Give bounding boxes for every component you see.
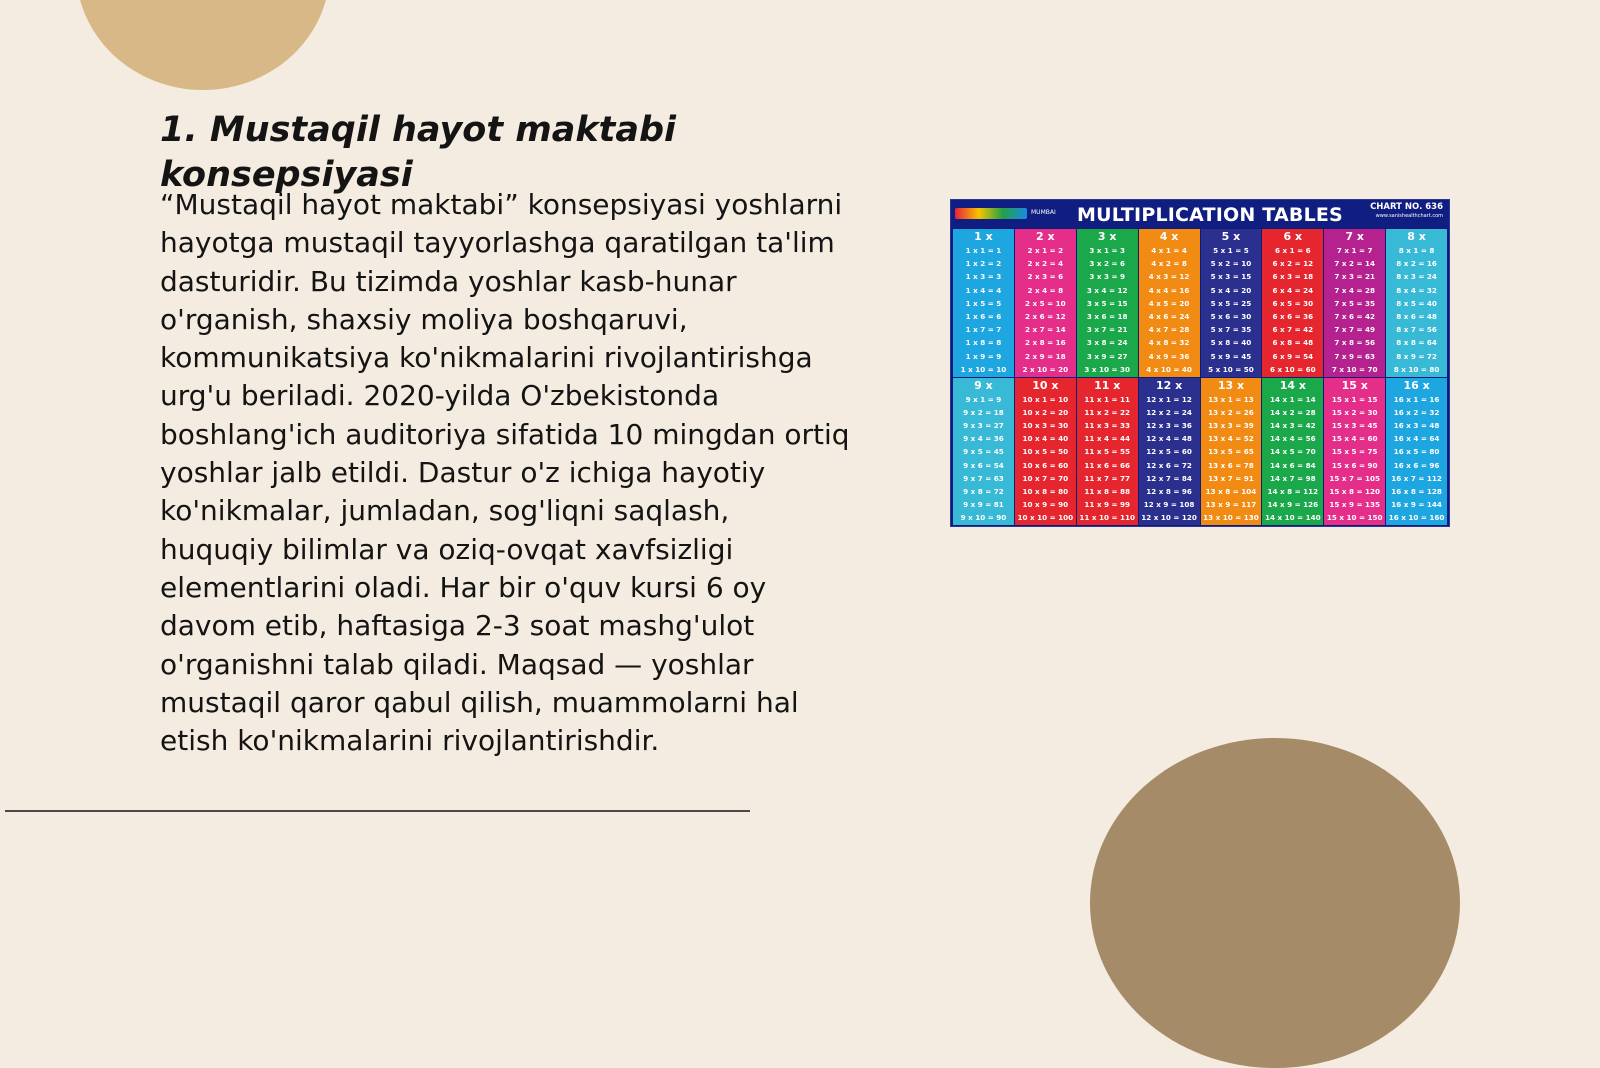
table-row: 14 x 5 = 70 (1269, 447, 1316, 457)
table-row: 3 x 10 = 30 (1084, 364, 1131, 374)
divider-line (5, 810, 750, 812)
table-row: 14 x 4 = 56 (1269, 434, 1316, 444)
table-row: 13 x 6 = 78 (1208, 460, 1254, 470)
table-8-header: 8 x (1407, 230, 1426, 243)
table-row: 3 x 9 = 27 (1086, 351, 1128, 361)
table-row: 2 x 5 = 10 (1024, 298, 1066, 308)
table-row: 6 x 7 = 42 (1272, 325, 1314, 335)
table-row: 14 x 7 = 98 (1269, 473, 1316, 483)
table-row: 6 x 10 = 60 (1269, 364, 1316, 374)
table-row: 9 x 8 = 72 (963, 486, 1004, 496)
table-row: 7 x 2 = 14 (1334, 259, 1376, 269)
table-row: 16 x 2 = 32 (1393, 407, 1440, 417)
table-row: 12 x 1 = 12 (1146, 394, 1192, 404)
table-row: 9 x 2 = 18 (963, 407, 1004, 417)
table-16-header: 16 x (1403, 378, 1430, 392)
table-row: 2 x 6 = 12 (1024, 312, 1066, 322)
slide-body-text: “Mustaqil hayot maktabi” konsepsiyasi yoshlarni hayotga mustaqil tayyorlashga qaratilgan ta'lim dasturidir. Bu tizimda yoshlar kasb-hunar o'rganish, shaxsiy moliya boshqaruvi, kommunikatsiya ko'nikmalarini rivojlantirishga urg'u beriladi. 2020-yilda O'zbekistonda boshlang'ich auditoriya sifatida 10 mingdan ortiq yoshlar jalb etildi. Dastur o'z ichiga hayotiy ko'nikmalar, jumladan, sog'liqni saqlash, huquqiy bilimlar va oziq-ovqat xavfsizligi elementlarini oladi. Har bir o'quv kursi 6 oy davom etib, haftasiga 2-3 soat mashg'ulot o'rganishni talab qiladi. Maqsad — yoshlar mustaqil qaror qabul qilish, muammolarni hal etish ko'nikmalarini rivojlantirishdir. (160, 188, 850, 758)
table-row: 13 x 8 = 104 (1205, 486, 1257, 496)
chart-header (951, 200, 1449, 228)
table-row: 9 x 4 = 36 (963, 434, 1004, 444)
table-row: 15 x 10 = 150 (1326, 513, 1383, 523)
table-10-cell (1015, 378, 1076, 526)
table-row: 7 x 7 = 49 (1334, 325, 1376, 335)
chart-number (1370, 203, 1443, 221)
table-row: 1 x 6 = 6 (965, 312, 1002, 322)
table-row: 8 x 1 = 8 (1398, 246, 1435, 255)
table-row: 4 x 8 = 32 (1148, 338, 1190, 348)
table-row: 10 x 9 = 90 (1022, 500, 1069, 510)
table-8-cell (1386, 229, 1447, 377)
table-12-cell (1139, 378, 1200, 526)
table-row: 4 x 7 = 28 (1148, 325, 1190, 335)
table-row: 5 x 3 = 15 (1210, 272, 1252, 282)
table-row: 5 x 7 = 35 (1210, 325, 1252, 335)
chart-logo (955, 208, 1027, 219)
table-row: 16 x 8 = 128 (1391, 486, 1442, 496)
table-5-cell (1201, 229, 1262, 377)
table-row: 13 x 5 = 65 (1208, 447, 1254, 457)
table-row: 8 x 5 = 40 (1396, 298, 1437, 308)
table-2-header: 2 x (1036, 230, 1055, 243)
table-row: 11 x 8 = 88 (1084, 486, 1131, 496)
table-9-header: 9 x (974, 378, 993, 392)
table-row: 8 x 6 = 48 (1396, 312, 1437, 322)
table-row: 5 x 9 = 45 (1210, 351, 1252, 361)
table-row: 3 x 8 = 24 (1086, 338, 1128, 348)
table-row: 8 x 7 = 56 (1396, 325, 1437, 335)
table-row: 11 x 9 = 99 (1084, 500, 1131, 510)
table-12-header: 12 x (1155, 378, 1183, 392)
table-row: 4 x 6 = 24 (1148, 312, 1190, 322)
table-row: 15 x 8 = 120 (1329, 486, 1381, 496)
table-row: 1 x 7 = 7 (965, 325, 1002, 335)
table-row: 12 x 3 = 36 (1146, 420, 1192, 430)
table-row: 9 x 3 = 27 (963, 420, 1004, 430)
table-row: 16 x 3 = 48 (1393, 420, 1440, 430)
table-row: 10 x 2 = 20 (1022, 407, 1069, 417)
table-row: 3 x 2 = 6 (1089, 259, 1126, 269)
table-13-cell (1201, 378, 1262, 526)
chart-url: www.sanishealthchart.com (1375, 213, 1443, 219)
table-row: 14 x 3 = 42 (1269, 420, 1316, 430)
table-row: 2 x 1 = 2 (1027, 246, 1064, 255)
table-row: 15 x 2 = 30 (1331, 407, 1378, 417)
table-row: 15 x 5 = 75 (1331, 447, 1378, 457)
table-row: 4 x 5 = 20 (1148, 298, 1190, 308)
table-10-header: 10 x (1032, 378, 1059, 392)
table-row: 13 x 1 = 13 (1208, 394, 1254, 404)
table-row: 16 x 6 = 96 (1393, 460, 1440, 470)
table-row: 5 x 6 = 30 (1210, 312, 1252, 322)
table-row: 11 x 4 = 44 (1084, 434, 1131, 444)
table-row: 7 x 8 = 56 (1334, 338, 1376, 348)
table-row: 1 x 2 = 2 (965, 259, 1002, 269)
table-5-header: 5 x (1221, 230, 1241, 243)
table-row: 2 x 7 = 14 (1024, 325, 1066, 335)
table-14-cell (1262, 378, 1323, 526)
table-row: 10 x 1 = 10 (1022, 394, 1069, 404)
table-9-cell (953, 378, 1014, 526)
table-16-cell (1386, 378, 1447, 526)
table-row: 6 x 9 = 54 (1272, 351, 1314, 361)
table-row: 3 x 7 = 21 (1086, 325, 1128, 335)
table-row: 10 x 10 = 100 (1017, 513, 1074, 523)
table-row: 14 x 1 = 14 (1269, 394, 1316, 404)
table-row: 12 x 10 = 120 (1141, 513, 1197, 523)
table-row: 16 x 1 = 16 (1393, 394, 1440, 404)
table-row: 3 x 5 = 15 (1086, 298, 1128, 308)
table-row: 15 x 9 = 135 (1329, 500, 1381, 510)
table-row: 2 x 9 = 18 (1024, 351, 1066, 361)
table-row: 3 x 3 = 9 (1089, 272, 1126, 282)
table-row: 2 x 3 = 6 (1027, 272, 1064, 282)
table-7-header: 7 x (1345, 230, 1364, 243)
table-row: 13 x 9 = 117 (1205, 500, 1257, 510)
table-row: 11 x 10 = 110 (1079, 513, 1136, 523)
table-11-cell (1077, 378, 1138, 526)
table-row: 6 x 8 = 48 (1272, 338, 1314, 348)
table-row: 8 x 2 = 16 (1396, 259, 1437, 269)
table-row: 7 x 3 = 21 (1334, 272, 1376, 282)
table-row: 1 x 8 = 8 (965, 338, 1002, 348)
table-7-cell (1324, 229, 1385, 377)
table-row: 6 x 4 = 24 (1272, 285, 1314, 295)
table-row: 10 x 3 = 30 (1022, 420, 1069, 430)
table-row: 16 x 7 = 112 (1391, 473, 1442, 483)
table-row: 15 x 6 = 90 (1331, 460, 1378, 470)
table-row: 8 x 4 = 32 (1396, 285, 1437, 295)
table-row: 5 x 1 = 5 (1213, 246, 1249, 255)
decorative-circle-top (76, 0, 330, 90)
table-row: 8 x 8 = 64 (1396, 338, 1437, 348)
table-row: 10 x 6 = 60 (1022, 460, 1069, 470)
table-row: 11 x 7 = 77 (1084, 473, 1131, 483)
slide-title: 1. Mustaqil hayot maktabi konsepsiyasi (160, 110, 676, 195)
table-row: 5 x 5 = 25 (1210, 298, 1252, 308)
table-row: 3 x 1 = 3 (1089, 246, 1126, 255)
table-row: 1 x 5 = 5 (965, 298, 1002, 308)
table-row: 12 x 2 = 24 (1146, 407, 1192, 417)
table-row: 11 x 2 = 22 (1084, 407, 1131, 417)
table-3-cell (1077, 229, 1138, 377)
table-row: 14 x 9 = 126 (1267, 500, 1319, 510)
table-row: 9 x 5 = 45 (963, 447, 1004, 457)
table-row: 14 x 6 = 84 (1269, 460, 1316, 470)
table-row: 2 x 2 = 4 (1027, 259, 1064, 269)
table-row: 8 x 9 = 72 (1396, 351, 1437, 361)
table-4-header: 4 x (1159, 230, 1179, 243)
table-row: 4 x 3 = 12 (1148, 272, 1190, 282)
table-row: 4 x 4 = 16 (1148, 285, 1190, 295)
table-row: 3 x 6 = 18 (1086, 312, 1128, 322)
table-row: 16 x 9 = 144 (1391, 500, 1442, 510)
table-row: 1 x 9 = 9 (965, 351, 1002, 361)
table-row: 12 x 7 = 84 (1146, 473, 1192, 483)
table-row: 9 x 9 = 81 (963, 500, 1004, 510)
table-row: 11 x 1 = 11 (1084, 394, 1131, 404)
table-row: 13 x 3 = 39 (1208, 420, 1254, 430)
table-row: 14 x 2 = 28 (1269, 407, 1316, 417)
table-row: 5 x 10 = 50 (1208, 364, 1254, 374)
table-2-cell (1015, 229, 1076, 377)
table-row: 13 x 10 = 130 (1203, 513, 1259, 523)
table-row: 6 x 2 = 12 (1272, 259, 1314, 269)
table-row: 6 x 3 = 18 (1272, 272, 1314, 282)
table-row: 9 x 7 = 63 (963, 473, 1004, 483)
table-row: 1 x 3 = 3 (965, 272, 1002, 282)
table-row: 13 x 7 = 91 (1208, 473, 1254, 483)
table-row: 11 x 5 = 55 (1084, 447, 1131, 457)
table-row: 7 x 10 = 70 (1331, 364, 1378, 374)
table-row: 10 x 8 = 80 (1022, 486, 1069, 496)
decorative-circle-bottom (1090, 738, 1460, 1068)
table-14-header: 14 x (1279, 378, 1306, 392)
table-row: 7 x 5 = 35 (1334, 298, 1376, 308)
table-row: 12 x 4 = 48 (1146, 434, 1192, 444)
table-row: 16 x 4 = 64 (1393, 434, 1440, 444)
table-row: 6 x 1 = 6 (1274, 246, 1311, 255)
table-row: 15 x 3 = 45 (1331, 420, 1378, 430)
multiplication-grid (953, 229, 1447, 525)
table-row: 4 x 1 = 4 (1151, 246, 1187, 255)
table-row: 8 x 10 = 80 (1393, 364, 1440, 374)
table-row: 9 x 6 = 54 (963, 460, 1004, 470)
table-1-cell (953, 229, 1014, 377)
table-row: 11 x 3 = 33 (1084, 420, 1131, 430)
table-row: 12 x 5 = 60 (1146, 447, 1192, 457)
table-row: 4 x 10 = 40 (1146, 364, 1192, 374)
table-row: 12 x 9 = 108 (1143, 500, 1195, 510)
chart-title: MULTIPLICATION TABLES (1077, 204, 1343, 226)
table-6-header: 6 x (1283, 230, 1303, 243)
table-row: 2 x 10 = 20 (1022, 364, 1069, 374)
table-row: 6 x 6 = 36 (1272, 312, 1314, 322)
table-row: 16 x 10 = 160 (1388, 513, 1445, 523)
table-row: 12 x 8 = 96 (1146, 486, 1192, 496)
table-row: 10 x 5 = 50 (1022, 447, 1069, 457)
table-row: 12 x 6 = 72 (1146, 460, 1192, 470)
table-4-cell (1139, 229, 1200, 377)
table-row: 7 x 9 = 63 (1334, 351, 1376, 361)
table-row: 5 x 4 = 20 (1210, 285, 1252, 295)
table-row: 7 x 1 = 7 (1336, 246, 1373, 255)
table-row: 1 x 10 = 10 (960, 364, 1007, 374)
table-row: 10 x 4 = 40 (1022, 434, 1069, 444)
table-11-header: 11 x (1094, 378, 1121, 392)
table-15-cell (1324, 378, 1385, 526)
table-row: 2 x 4 = 8 (1027, 285, 1064, 295)
table-3-header: 3 x (1097, 230, 1117, 243)
table-row: 3 x 4 = 12 (1086, 285, 1128, 295)
table-row: 1 x 4 = 4 (965, 285, 1002, 295)
table-row: 15 x 4 = 60 (1331, 434, 1378, 444)
table-6-cell (1262, 229, 1323, 377)
table-row: 10 x 7 = 70 (1022, 473, 1069, 483)
table-row: 14 x 8 = 112 (1267, 486, 1319, 496)
table-row: 2 x 8 = 16 (1024, 338, 1066, 348)
table-row: 1 x 1 = 1 (965, 246, 1002, 255)
table-row: 8 x 3 = 24 (1396, 272, 1437, 282)
table-row: 11 x 6 = 66 (1084, 460, 1131, 470)
table-13-header: 13 x (1217, 378, 1245, 392)
table-row: 5 x 8 = 40 (1210, 338, 1252, 348)
chart-number-label: CHART NO. 636 (1370, 202, 1443, 212)
table-1-header: 1 x (974, 230, 993, 243)
table-row: 13 x 4 = 52 (1208, 434, 1254, 444)
table-row: 7 x 6 = 42 (1334, 312, 1376, 322)
multiplication-chart-image (950, 199, 1450, 527)
table-row: 13 x 2 = 26 (1208, 407, 1254, 417)
table-row: 9 x 1 = 9 (965, 394, 1002, 404)
table-15-header: 15 x (1341, 378, 1368, 392)
table-row: 16 x 5 = 80 (1393, 447, 1440, 457)
table-row: 4 x 2 = 8 (1151, 259, 1187, 269)
table-row: 7 x 4 = 28 (1334, 285, 1376, 295)
table-row: 4 x 9 = 36 (1148, 351, 1190, 361)
chart-city-label: MUMBAI (1031, 209, 1056, 216)
table-row: 15 x 1 = 15 (1331, 394, 1378, 404)
table-row: 9 x 10 = 90 (960, 513, 1007, 523)
table-row: 5 x 2 = 10 (1210, 259, 1252, 269)
table-row: 14 x 10 = 140 (1264, 513, 1321, 523)
table-row: 15 x 7 = 105 (1329, 473, 1381, 483)
table-row: 6 x 5 = 30 (1272, 298, 1314, 308)
